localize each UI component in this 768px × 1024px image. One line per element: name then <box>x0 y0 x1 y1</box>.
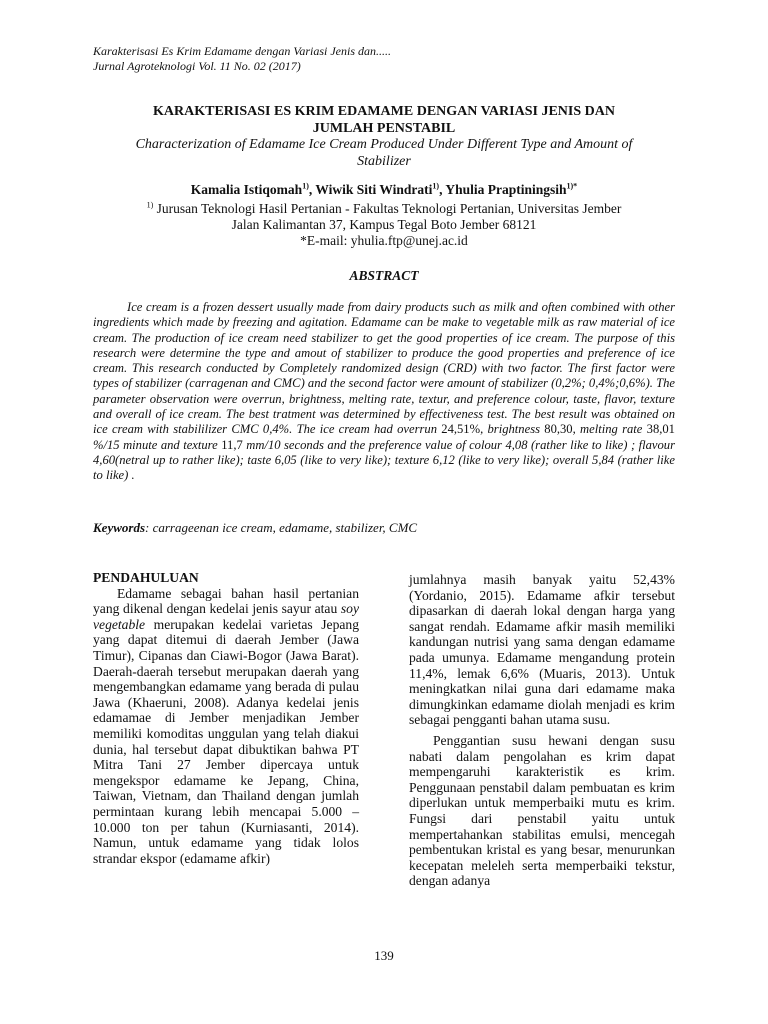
intro-italic-term: soy vegetable <box>93 601 359 632</box>
page-number: 139 <box>374 948 394 963</box>
paper-title-line-1: KARAKTERISASI ES KRIM EDAMAME DENGAN VARIASI JENIS DAN <box>153 104 615 119</box>
keywords <box>93 520 417 536</box>
corresponding-email: *E-mail: yhulia.ftp@unej.ac.id <box>300 233 468 248</box>
abstract-text: , melting rate <box>572 422 647 437</box>
abstract-melting-rate-value: 38,01 <box>646 422 675 437</box>
abstract-texture-value: 11,7 <box>221 437 243 452</box>
paper-title-english <box>60 136 708 170</box>
running-header-journal: Jurnal Agroteknologi Vol. 11 No. 02 (2017) <box>93 59 301 73</box>
abstract-overrun-value: 24,51% <box>441 422 481 437</box>
keywords-list: : carrageenan ice cream, edamame, stabilizer, CMC <box>145 520 418 535</box>
author-separator: , <box>308 182 316 197</box>
intro-paragraph-2: Penggantian susu hewani dengan susu nabati dalam pengolahan es krim dapat mempengaruhi karakteristik es krim. Penggunaan penstabil dalam pembuatan es krim diperlukan untuk memperbaiki mutu es krim. Fungsi dari penstabil yaitu untuk mempertahankan stabilitas emulsi, mencegah pembentukan kristal es yang besar, menurunkan kecepatan meleleh serta memperbaiki tekstur, dengan adanya <box>409 732 675 889</box>
author-2-affiliation-mark: 1) <box>432 181 440 191</box>
abstract-brightness-value: 80,30 <box>544 422 573 437</box>
paper-title-english-line-1: Characterization of Edamame Ice Cream Produced Under Different Type and Amount of <box>135 137 633 152</box>
abstract-text: mm/10 seconds and the preference value of colour 4,08 (rather like to like) ; flavour 4,60(netral up to rather like); taste 6,05 (like to very like); texture 6,12 (like to very like); overall 5,84 (rather like to like) . <box>93 437 675 483</box>
running-header <box>93 44 391 74</box>
paper-title <box>60 103 708 137</box>
author-3-affiliation-mark: 1)* <box>566 181 578 191</box>
intro-paragraph-1 <box>93 586 359 867</box>
affiliation <box>60 201 708 249</box>
author-1: Kamalia Istiqomah <box>190 182 303 197</box>
column-right <box>409 572 675 889</box>
intro-text: merupakan kedelai varietas Jepang yang dapat ditemui di daerah Jember (Jawa Timur), Cipanas dan Ciawi-Bogor (Jawa Barat). Daerah-daerah tersebut merupakan daerah yang mengembangkan edamame yang berada di pulau Jawa (Khaeruni, 2008). Adanya kedelai jenis edamamae di Jember menjadikan Jember memiliki komoditas unggulan yang telah diakui dunia, hal tersebut dapat dibuktikan bahwa PT Mitra Tani 27 Jember dipercaya untuk mengekspor edamame ke Jepang, China, Taiwan, Vietnam, dan Thailand dengan jumlah permintaan kurang lebih mencapai 5.000 – 10.000 ton per tahun (Kurniasanti, 2014). Namun, untuk edamame yang tidak lolos strandar ekspor (edamame afkir) <box>93 616 359 866</box>
abstract-heading: ABSTRACT <box>349 268 419 283</box>
author-1-affiliation-mark: 1) <box>302 181 309 191</box>
affiliation-address: Jalan Kalimantan 37, Kampus Tegal Boto Jember 68121 <box>231 217 537 232</box>
author-3: Yhulia Praptiningsih <box>445 182 567 197</box>
author-list <box>60 182 708 198</box>
paper-title-english-line-2: Stabilizer <box>357 154 411 169</box>
abstract-text: , brightness <box>480 422 545 437</box>
affiliation-mark: 1) <box>146 200 154 210</box>
abstract-text: Ice cream is a frozen dessert usually made from dairy products such as milk and often combined with other ingredients which made by freezing and agitation. Edamame can be make to vegetable milk as raw material of ice cream. The production of ice cream need stabilizer to get the good properties of ice cream. The purpose of this research were determine the type and amout of stabilizer to produce the good properties and preference of ice cream. This research conducted by Completely randomized design (CRD) with two factor. The first factor were types of stabilizer (carragenan and CMC) and the second factor were amount of stabilizer (0,2%; 0,4%;0,6%). The parameter observation were overrun, brightness, melting rate, textur, and preference colour, taste, flavor, texture and overall of ice cream. The best tratment was determined by effectiveness test. The best result was obtained on ice cream with stabililizer CMC 0,4%. The ice cream had overrun <box>93 300 675 437</box>
paper-title-line-2: JUMLAH PENSTABIL <box>312 121 456 136</box>
affiliation-institution-text: Jurusan Teknologi Hasil Pertanian - Fakultas Teknologi Pertanian, Universitas Jember <box>153 201 622 216</box>
intro-paragraph-1-continued: jumlahnya masih banyak yaitu 52,43% (Yordanio, 2015). Edamame afkir tersebut dipasarkan di daerah lokal dengan harga yang sangat rendah. Edamame afkir masih memiliki kandungan nutrisi yang sama dengan edamame pada umunya. Edamame mengandung protein 11,4%, lemak 6,6% (Muaris, 2013). Untuk meningkatkan nilai guna dari edamame maka dimungkinkan edamame diolah menjadi es krim sebagai pengganti bahan utama susu. <box>409 572 675 728</box>
keywords-label: Keywords <box>93 520 145 535</box>
section-heading-introduction: PENDAHULUAN <box>93 570 199 585</box>
running-header-title: Karakterisasi Es Krim Edamame dengan Variasi Jenis dan..... <box>93 44 391 58</box>
author-separator: , <box>439 182 446 197</box>
column-left <box>93 570 359 866</box>
intro-text: Edamame sebagai bahan hasil pertanian yang dikenal dengan kedelai jenis sayur atau <box>93 585 359 617</box>
abstract-text: %/15 minute and texture <box>93 437 222 452</box>
abstract-body <box>93 300 675 484</box>
author-2: Wiwik Siti Windrati <box>315 182 433 197</box>
affiliation-institution <box>60 201 708 217</box>
